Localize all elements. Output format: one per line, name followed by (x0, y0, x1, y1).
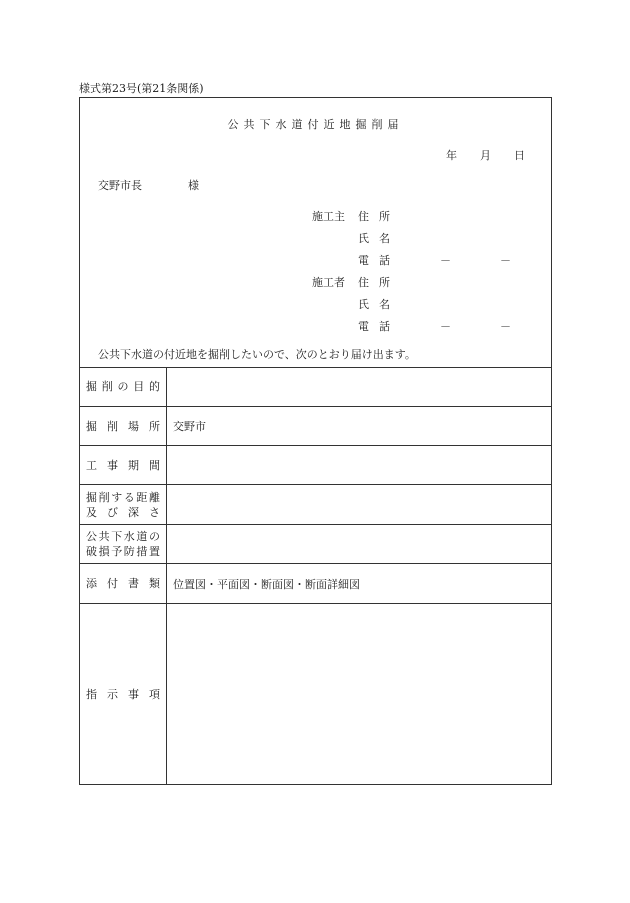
contractor-name-label: 氏名 (358, 298, 400, 311)
row-label (80, 367, 167, 406)
row-label (80, 525, 167, 563)
form-header (80, 98, 551, 368)
row-excavation-location (80, 407, 551, 446)
label-line: 及び深さ (86, 505, 160, 519)
notification-form (79, 97, 552, 785)
contractor-phone-dash-2: － (500, 320, 511, 333)
row-damage-prevention (80, 525, 551, 564)
form-number: 様式第23号(第21条関係) (79, 82, 204, 95)
statement-text: 公共下水道の付近地を掘削したいので、次のとおり届け出ます。 (98, 348, 416, 361)
label-line: 工事期間 (86, 458, 160, 472)
applicant-name-label: 氏名 (358, 232, 400, 245)
row-label (80, 564, 167, 603)
date-day-label: 日 (514, 149, 525, 162)
label-line: 掘削する距離 (86, 490, 160, 504)
applicant-phone-dash-2: － (500, 254, 511, 267)
applicant-address-label: 住所 (358, 210, 400, 223)
label-line: 掘削場所 (86, 419, 160, 433)
contractor-address-label: 住所 (358, 276, 400, 289)
date-month-label: 月 (480, 149, 491, 162)
date-year-label: 年 (446, 149, 457, 162)
contractor-role-label: 施工者 (312, 276, 345, 289)
row-instructions (80, 604, 551, 784)
row-construction-period (80, 446, 551, 485)
row-excavation-distance-depth (80, 485, 551, 525)
contractor-phone-dash-1: － (440, 320, 451, 333)
label-line: 破損予防措置 (86, 545, 160, 558)
row-attached-documents (80, 564, 551, 604)
applicant-role-label: 施工主 (312, 210, 345, 223)
honorific: 様 (188, 179, 199, 192)
excavation-location-value: 交野市 (173, 420, 206, 433)
row-label (80, 604, 167, 784)
row-label (80, 485, 167, 524)
attached-documents-value: 位置図・平面図・断面図・断面詳細図 (173, 577, 360, 591)
row-label (80, 407, 167, 445)
applicant-phone-dash-1: － (440, 254, 451, 267)
applicant-phone-label: 電話 (358, 254, 400, 267)
row-excavation-purpose (80, 367, 551, 407)
contractor-phone-label: 電話 (358, 320, 400, 333)
label-line: 掘削の目的 (86, 380, 160, 393)
row-label (80, 446, 167, 484)
form-title: 公共下水道付近地掘削届 (227, 118, 404, 131)
addressee: 交野市長 (98, 179, 142, 192)
label-line: 指示事項 (86, 687, 160, 701)
label-line: 添付書類 (86, 577, 160, 590)
label-line: 公共下水道の (86, 530, 160, 543)
